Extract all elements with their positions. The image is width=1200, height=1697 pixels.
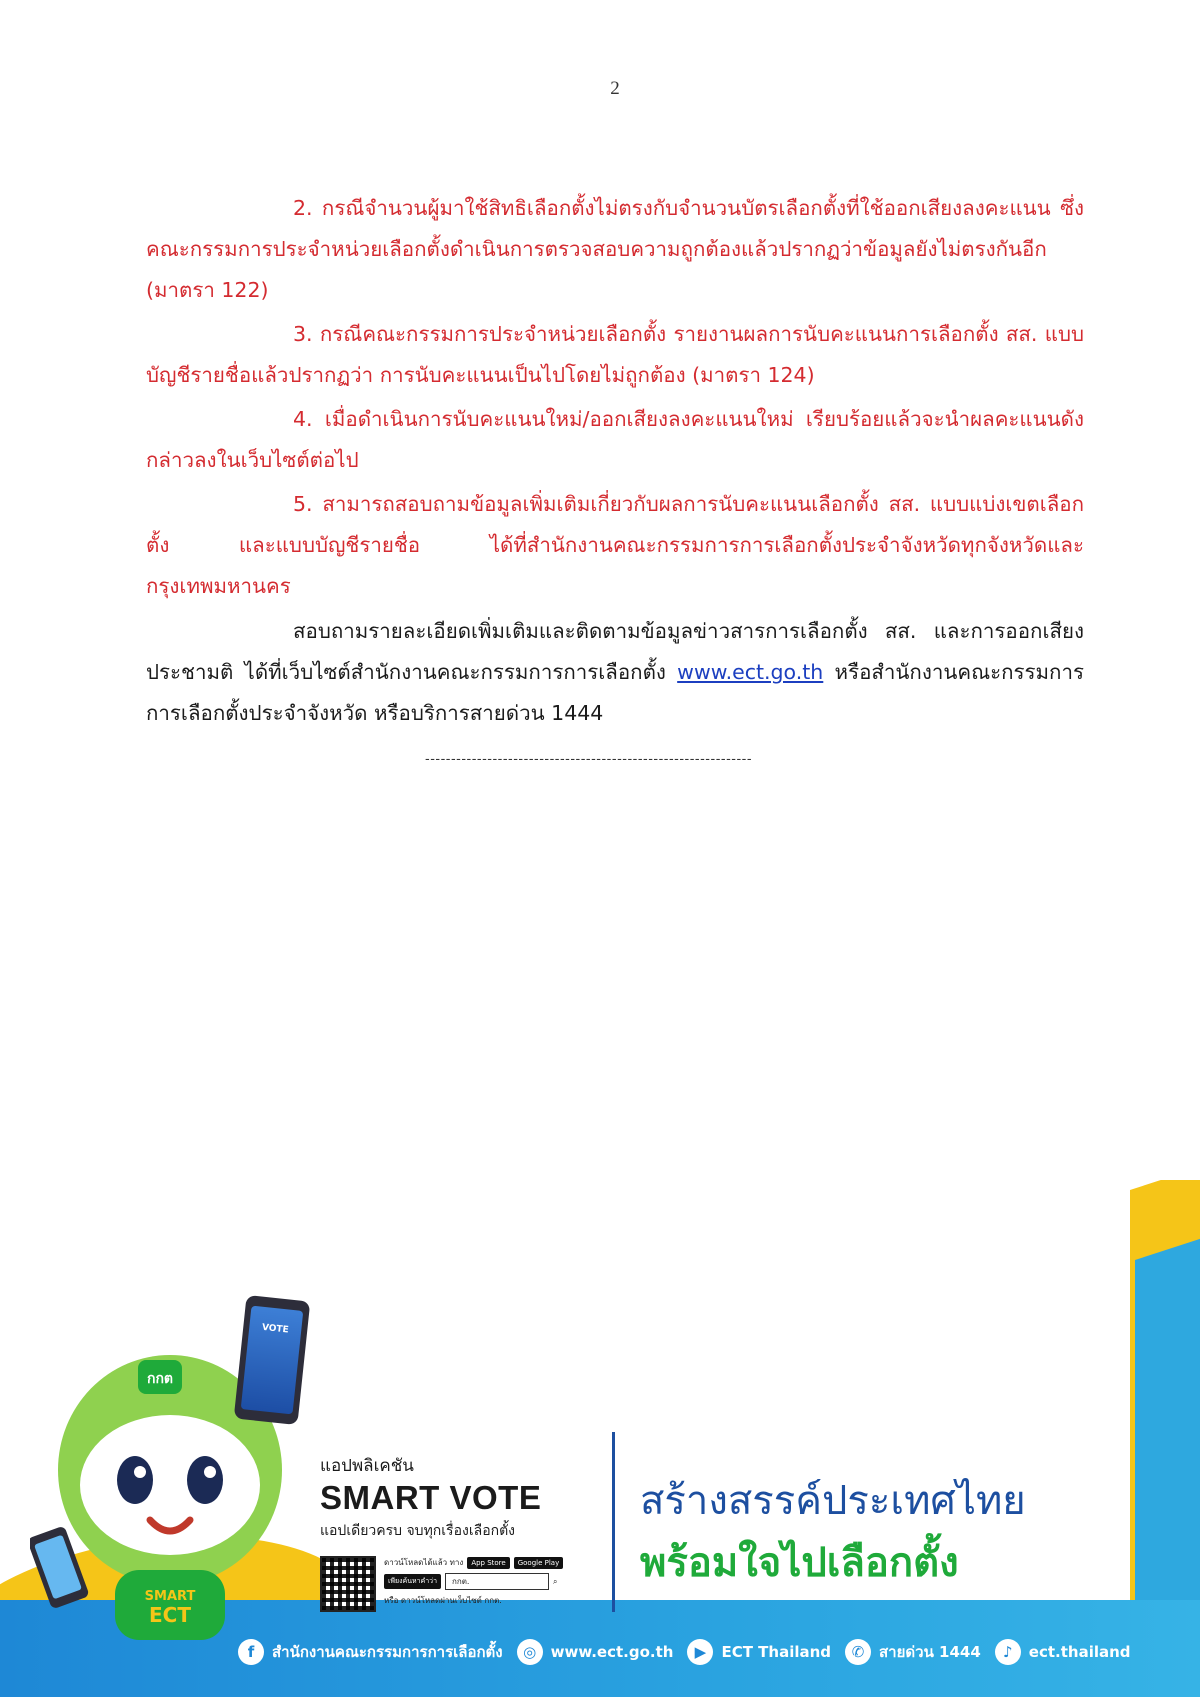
tiktok-icon: ♪ <box>995 1639 1021 1665</box>
hotline-item[interactable] <box>845 1639 981 1665</box>
hotline-text: สายด่วน 1444 <box>879 1643 981 1661</box>
download-row <box>320 1556 590 1612</box>
slogan-line-2: พร้อมใจไปเลือกตั้ง <box>640 1540 959 1586</box>
mascot-label-ect: ECT <box>149 1603 191 1627</box>
search-box: กกต. <box>445 1573 549 1590</box>
search-icon: ⌕ <box>553 1576 558 1586</box>
facebook-icon: f <box>238 1639 264 1665</box>
mascot-label-smart: SMART <box>144 1589 196 1604</box>
banner-divider <box>612 1432 615 1612</box>
download-label: ดาวน์โหลดได้แล้ว ทาง <box>384 1558 464 1567</box>
app-subtitle: แอปเดียวครบ จบทุกเรื่องเลือกตั้ง <box>320 1523 516 1539</box>
store-line <box>384 1556 563 1569</box>
tiktok-item[interactable] <box>995 1639 1131 1665</box>
document-body <box>146 188 1084 737</box>
phone-screen: VOTE <box>241 1306 304 1415</box>
phone-icon: ✆ <box>845 1639 871 1665</box>
blue-stripe <box>1135 1239 1200 1660</box>
smart-vote-banner <box>0 1180 1200 1697</box>
app-store-badge[interactable]: App Store <box>467 1557 509 1569</box>
website-item[interactable] <box>517 1639 674 1665</box>
contact-text-after: หรือสำนักงานคณะกรรมการการเลือกตั้งประจำจังหวัด หรือบริการสายด่วน 1444 <box>146 660 1084 725</box>
contact-text-before: สอบถามรายละเอียดเพิ่มเติมและติดตามข้อมูลข่าวสารการเลือกตั้ง สส. และการออกเสียงประชามติ ได้ที่เว็บไซต์สำนักงานคณะกรรมการการเลือกตั้ง <box>146 619 1084 684</box>
qr-code <box>320 1556 376 1612</box>
youtube-item[interactable] <box>687 1639 831 1665</box>
globe-icon: ◎ <box>517 1639 543 1665</box>
page-number: 2 <box>610 78 620 99</box>
web-download-note: หรือ ดาวน์โหลดผ่านเว็บไซต์ กกต. <box>384 1596 502 1605</box>
phone-mockup <box>234 1295 311 1425</box>
slogan-line-1: สร้างสรรค์ประเทศไทย <box>640 1478 1026 1524</box>
ect-website-link[interactable]: www.ect.go.th <box>677 660 824 684</box>
mascot-badge-text: กกต <box>146 1371 174 1387</box>
search-label: เพียงค้นหาคำว่า <box>384 1574 441 1589</box>
tiktok-text: ect.thailand <box>1028 1643 1131 1661</box>
search-line <box>384 1573 563 1590</box>
facebook-text: สำนักงานคณะกรรมการการเลือกตั้ง <box>272 1643 503 1661</box>
app-info <box>320 1452 590 1612</box>
facebook-item[interactable] <box>238 1639 503 1665</box>
list-item-3: 3. กรณีคณะกรรมการประจำหน่วยเลือกตั้ง รายงานผลการนับคะแนนการเลือกตั้ง สส. แบบบัญชีรายชื่อแล้วปรากฏว่า การนับคะแนนเป็นไปโดยไม่ถูกต้อง (มาตรา 124) <box>146 322 1084 387</box>
list-item-4: 4. เมื่อดำเนินการนับคะแนนใหม่/ออกเสียงลงคะแนนใหม่ เรียบร้อยแล้วจะนำผลคะแนนดังกล่าวลงในเว็บไซต์ต่อไป <box>146 407 1084 472</box>
app-title: SMART VOTE <box>320 1479 542 1516</box>
list-item-5: 5. สามารถสอบถามข้อมูลเพิ่มเติมเกี่ยวกับผลการนับคะแนนเลือกตั้ง สส. แบบแบ่งเขตเลือกตั้ง และแบบบัญชีรายชื่อ ได้ที่สำนักงานคณะกรรมการการเลือกตั้งประจำจังหวัดทุกจังหวัดและกรุงเทพมหานคร <box>146 492 1084 598</box>
play-icon: ▶ <box>687 1639 713 1665</box>
youtube-text: ECT Thailand <box>721 1643 832 1661</box>
contact-info-bar <box>238 1632 1198 1672</box>
separator-line: --------------------------------------------------------------- <box>425 752 753 764</box>
website-text: www.ect.go.th <box>550 1643 674 1661</box>
contact-paragraph <box>146 611 1084 734</box>
list-item-2: 2. กรณีจำนวนผู้มาใช้สิทธิเลือกตั้งไม่ตรงกับจำนวนบัตรเลือกตั้งที่ใช้ออกเสียงลงคะแนน ซึ่งคณะกรรมการประจำหน่วยเลือกตั้งดำเนินการตรวจสอบความถูกต้องแล้วปรากฏว่าข้อมูลยังไม่ตรงกันอีก (มาตรา 122) <box>146 196 1084 302</box>
google-play-badge[interactable]: Google Play <box>514 1557 564 1569</box>
app-pre-title: แอปพลิเคชัน <box>320 1456 414 1476</box>
download-info <box>384 1556 563 1612</box>
